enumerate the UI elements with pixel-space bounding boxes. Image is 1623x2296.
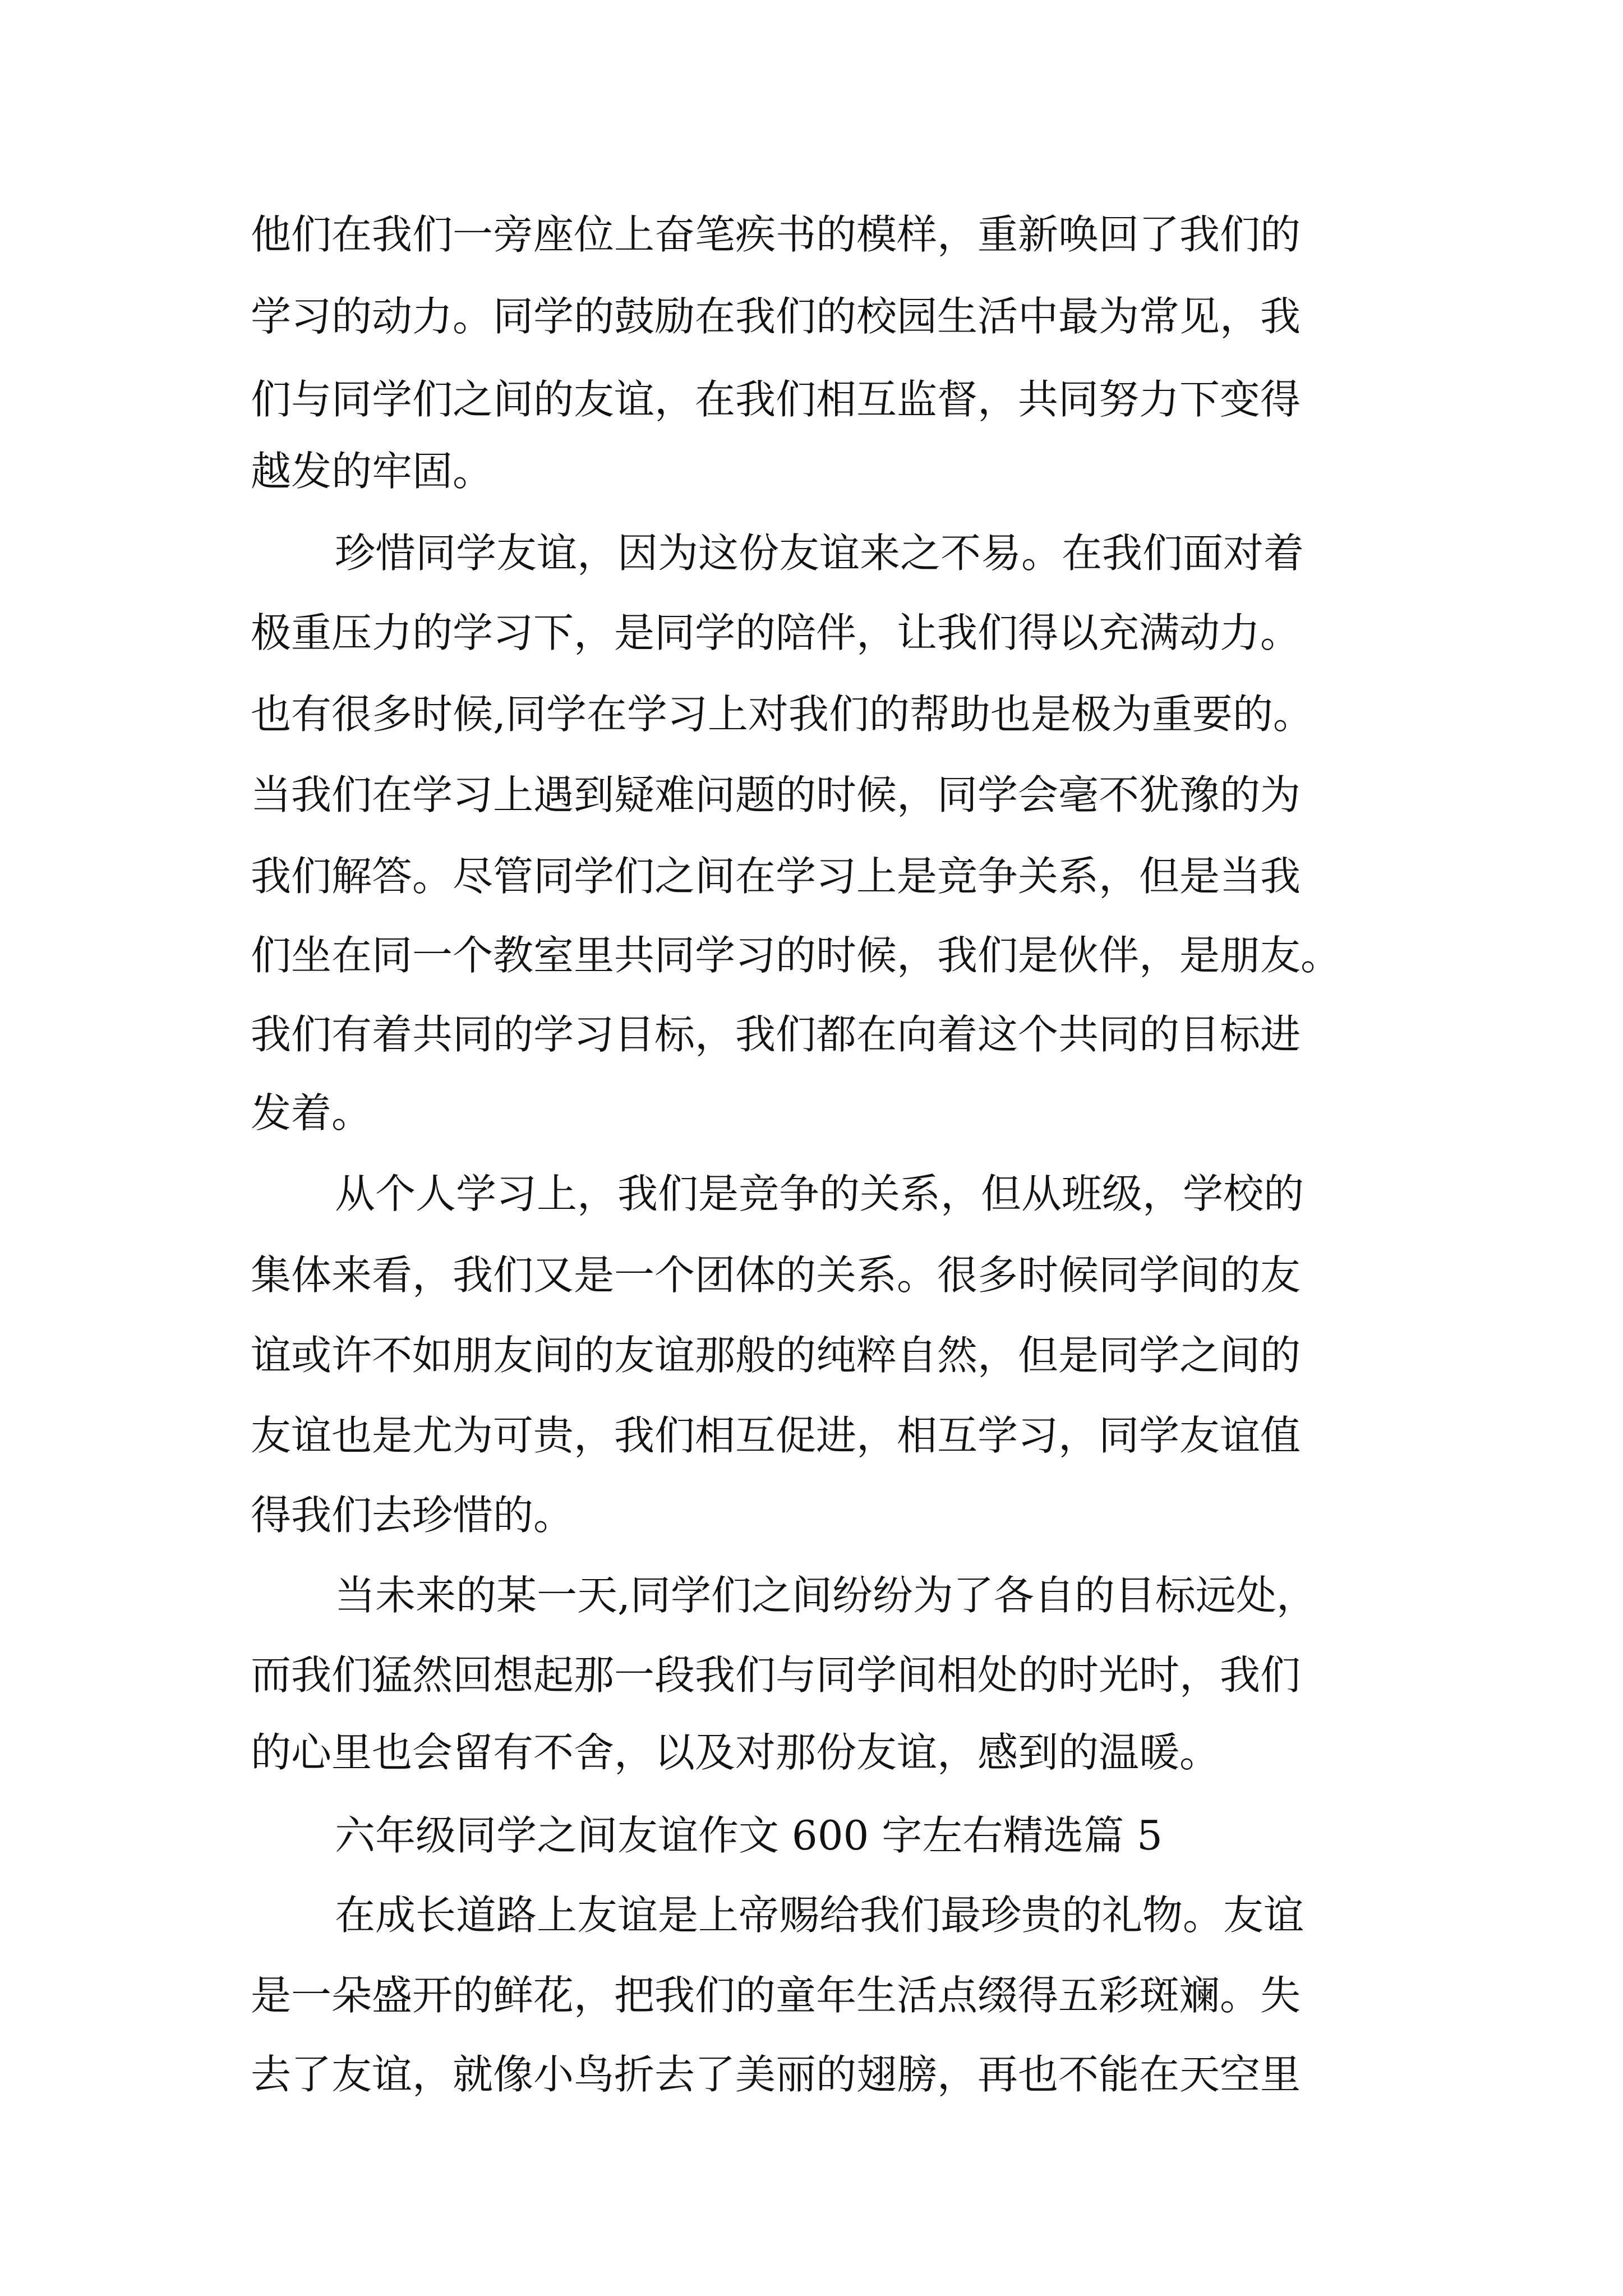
paragraph-first-line: 珍惜同学友谊，因为这份友谊来之不易。在我们面对着	[335, 530, 1304, 577]
text-line: 越发的牢固。	[251, 448, 494, 495]
text-line: 集体来看，我们又是一个团体的关系。很多时候同学间的友	[251, 1251, 1301, 1299]
section-heading: 六年级同学之间友谊作文 600 字左右精选篇 5	[335, 1812, 1163, 1859]
text-line: 我们有着共同的学习目标，我们都在向着这个共同的目标进	[251, 1011, 1301, 1058]
text-line: 也有很多时候,同学在学习上对我们的帮助也是极为重要的。	[251, 691, 1313, 738]
text-line: 们与同学们之间的友谊，在我们相互监督，共同努力下变得	[251, 376, 1301, 423]
text-line: 他们在我们一旁座位上奋笔疾书的模样，重新唤回了我们的	[251, 211, 1301, 258]
text-line: 们坐在同一个教室里共同学习的时候，我们是伙伴，是朋友。	[251, 932, 1341, 979]
text-line: 当我们在学习上遇到疑难问题的时候，同学会毫不犹豫的为	[251, 771, 1301, 818]
text-line: 谊或许不如朋友间的友谊那般的纯粹自然，但是同学之间的	[251, 1332, 1301, 1379]
paragraph-first-line: 从个人学习上，我们是竞争的关系，但从班级，学校的	[335, 1170, 1304, 1217]
text-line: 的心里也会留有不舍，以及对那份友谊，感到的温暖。	[251, 1729, 1220, 1776]
paragraph-first-line: 当未来的某一天,同学们之间纷纷为了各自的目标远处，	[335, 1572, 1317, 1619]
text-line: 极重压力的学习下，是同学的陪伴，让我们得以充满动力。	[251, 609, 1301, 656]
text-line: 友谊也是尤为可贵，我们相互促进，相互学习，同学友谊值	[251, 1412, 1301, 1459]
text-line: 我们解答。尽管同学们之间在学习上是竞争关系，但是当我	[251, 853, 1301, 900]
text-line: 学习的动力。同学的鼓励在我们的校园生活中最为常见，我	[251, 293, 1301, 340]
text-line: 得我们去珍惜的。	[251, 1492, 574, 1539]
text-line: 去了友谊，就像小鸟折去了美丽的翅膀，再也不能在天空里	[251, 2051, 1301, 2098]
text-line: 发着。	[251, 1089, 372, 1137]
text-line: 是一朵盛开的鲜花，把我们的童年生活点缀得五彩斑斓。失	[251, 1972, 1301, 2019]
text-line: 而我们猛然回想起那一段我们与同学间相处的时光时，我们	[251, 1651, 1301, 1699]
paragraph-first-line: 在成长道路上友谊是上帝赐给我们最珍贵的礼物。友谊	[335, 1892, 1304, 1939]
